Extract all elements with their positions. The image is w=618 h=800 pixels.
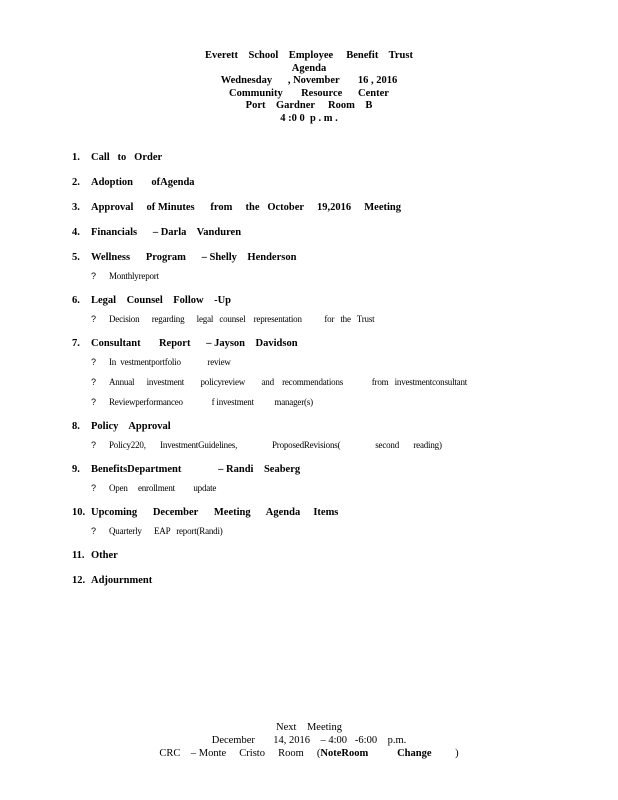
agenda-sub-item	[72, 271, 592, 282]
agenda-item-title: BenefitsDepartment – Randi Seaberg	[91, 464, 301, 475]
agenda-item-number: 9.	[72, 464, 80, 475]
agenda-item-title: Approval of Minutes from the October 19,2016 Meeting	[91, 202, 402, 213]
bullet-glyph: ?	[91, 526, 96, 536]
agenda-sub-item	[72, 397, 592, 408]
agenda-item-title: Policy Approval	[91, 421, 171, 432]
agenda-item-heading	[72, 294, 592, 307]
agenda-item-title: Upcoming December Meeting Agenda Items	[91, 507, 339, 518]
agenda-item-number: 2.	[72, 177, 80, 188]
agenda-item-number: 1.	[72, 152, 80, 163]
agenda-sub-list	[72, 314, 592, 325]
agenda-item-number: 10.	[72, 507, 86, 518]
next-meeting-date: December 14, 2016 – 4:00 -6:00 p.m.	[211, 735, 407, 746]
next-meeting-footer	[0, 721, 618, 760]
agenda-item	[72, 201, 592, 214]
trust-name: Everett School Employee Benefit Trust	[205, 50, 413, 61]
agenda-item-heading	[72, 201, 592, 214]
agenda-item-number: 4.	[72, 227, 80, 238]
meeting-time: 4 :0 0 p . m .	[280, 112, 338, 124]
agenda-sub-item-text: Decision regarding legal counsel representation for the Trust	[109, 314, 375, 324]
agenda-item-number: 6.	[72, 295, 80, 306]
agenda-item	[72, 574, 592, 587]
agenda-sub-item-text: Open enrollment update	[109, 483, 217, 493]
agenda-item-heading	[72, 420, 592, 433]
agenda-item-heading	[72, 151, 592, 164]
agenda-sub-list	[72, 271, 592, 282]
room-change: Change	[397, 748, 432, 759]
agenda-item-heading	[72, 463, 592, 476]
bullet-glyph: ?	[91, 357, 96, 367]
document-title: Agenda	[291, 62, 327, 74]
agenda-sub-list	[72, 526, 592, 537]
agenda-item-title: Adoption ofAgenda	[91, 177, 195, 188]
document-header	[0, 50, 618, 125]
agenda-item-heading	[72, 251, 592, 264]
bullet-glyph: ?	[91, 271, 96, 281]
agenda-item-number: 3.	[72, 202, 80, 213]
agenda-item-number: 8.	[72, 421, 80, 432]
agenda-item-heading	[72, 176, 592, 189]
bullet-glyph: ?	[91, 440, 96, 450]
agenda-item	[72, 506, 592, 537]
agenda-item-title: Other	[91, 550, 118, 561]
agenda-item	[72, 463, 592, 494]
agenda-item	[72, 151, 592, 164]
bullet-glyph: ?	[91, 314, 96, 324]
agenda-sub-item	[72, 483, 592, 494]
agenda-sub-list	[72, 357, 592, 408]
agenda-item	[72, 294, 592, 325]
agenda-item	[72, 226, 592, 239]
agenda-item-title: Financials – Darla Vanduren	[91, 227, 242, 238]
agenda-item-number: 7.	[72, 338, 80, 349]
meeting-date: Wednesday , November 16 , 2016	[220, 75, 398, 86]
next-meeting-room: CRC – Monte Cristo Room (	[159, 748, 321, 759]
agenda-sub-item	[72, 377, 592, 388]
next-meeting-label: Next Meeting	[276, 722, 342, 733]
meeting-venue: Community Resource Center	[229, 87, 389, 99]
bullet-glyph: ?	[91, 397, 96, 407]
agenda-sub-item	[72, 526, 592, 537]
agenda-item-title: Legal Counsel Follow -Up	[91, 295, 232, 306]
agenda-sub-item	[72, 314, 592, 325]
agenda-item-number: 5.	[72, 252, 80, 263]
agenda-item-title: Call to Order	[91, 152, 163, 163]
agenda-item-heading	[72, 506, 592, 519]
agenda-item-heading	[72, 337, 592, 350]
agenda-item-title: Consultant Report – Jayson Davidson	[91, 338, 298, 349]
closing-paren: )	[455, 748, 459, 759]
agenda-item	[72, 251, 592, 282]
agenda-item	[72, 337, 592, 408]
agenda-item-number: 11.	[72, 550, 85, 561]
agenda-item-heading	[72, 574, 592, 587]
agenda-sub-item-text: In vestmentportfolio review	[109, 357, 231, 367]
room-note: NoteRoom	[320, 748, 369, 759]
agenda-sub-item	[72, 357, 592, 368]
next-meeting-location	[0, 747, 618, 760]
agenda-item-heading	[72, 226, 592, 239]
agenda-item	[72, 420, 592, 451]
agenda-item-number: 12.	[72, 575, 86, 586]
bullet-glyph: ?	[91, 483, 96, 493]
agenda-sub-item-text: Policy220, InvestmentGuidelines, ProposedRevisions( second reading)	[109, 440, 442, 450]
agenda-item-title: Adjournment	[91, 575, 153, 586]
agenda-sub-item-text: Quarterly EAP report(Randi)	[109, 526, 223, 536]
agenda-sub-item-text: Reviewperformanceo f investment manager(s)	[109, 397, 313, 407]
agenda-sub-item-text: Annual investment policyreview and recommendations from investmentconsultant	[109, 377, 468, 387]
agenda-sub-list	[72, 483, 592, 494]
agenda-item-title: Wellness Program – Shelly Henderson	[91, 252, 297, 263]
agenda-sub-list	[72, 440, 592, 451]
agenda-item	[72, 176, 592, 189]
agenda-sub-item	[72, 440, 592, 451]
bullet-glyph: ?	[91, 377, 96, 387]
agenda-sub-item-text: Monthlyreport	[109, 271, 159, 281]
agenda-list	[72, 151, 592, 587]
agenda-item	[72, 549, 592, 562]
agenda-item-heading	[72, 549, 592, 562]
meeting-room: Port Gardner Room B	[245, 100, 373, 111]
